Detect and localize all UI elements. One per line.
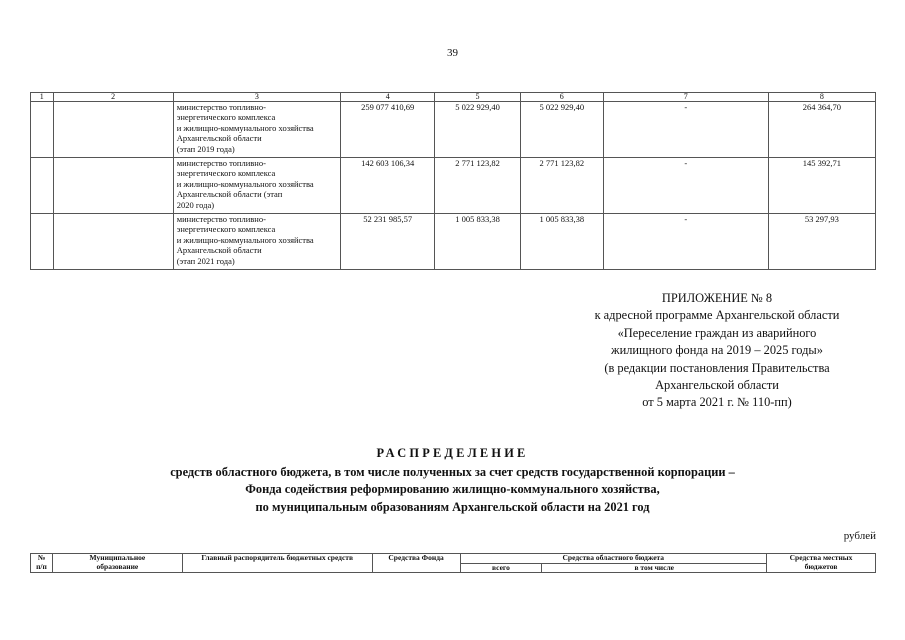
value-cell: - xyxy=(603,102,768,158)
header-regional-total: всего xyxy=(460,563,542,573)
value-cell: 259 077 410,69 xyxy=(341,102,435,158)
header-municipality: Муниципальное образование xyxy=(52,554,182,573)
recipient-line: энергетического комплекса xyxy=(176,112,276,123)
column-number: 2 xyxy=(53,93,173,102)
municipality-cell xyxy=(53,214,173,270)
recipient-line: Архангельской области xyxy=(176,245,262,256)
column-number: 3 xyxy=(173,93,340,102)
recipient-line: энергетического комплекса xyxy=(176,168,276,179)
continued-table xyxy=(30,92,876,270)
recipient-line: министерство топливно- xyxy=(176,102,266,112)
appendix-line: жилищного фонда на 2019 – 2025 годы» xyxy=(611,343,823,358)
recipient-line: энергетического комплекса xyxy=(176,224,276,235)
recipient-line: Архангельской области (этап xyxy=(176,189,283,200)
value-cell: 5 022 929,40 xyxy=(520,102,603,158)
page-number: 39 xyxy=(447,47,458,59)
appendix-line: ПРИЛОЖЕНИЕ № 8 xyxy=(661,291,773,305)
column-number: 4 xyxy=(341,93,435,102)
header-regional-budget: Средства областного бюджета xyxy=(460,554,767,564)
column-number-row xyxy=(31,93,876,102)
municipality-cell xyxy=(53,158,173,214)
subtitle-line: средств областного бюджета, в том числе полученных за счет средств государственной корпорации – xyxy=(170,465,735,479)
value-cell: - xyxy=(603,214,768,270)
appendix-line: (в редакции постановления Правительства xyxy=(604,360,830,375)
value-cell: 5 022 929,40 xyxy=(435,102,520,158)
value-cell: 145 392,71 xyxy=(768,158,875,214)
recipient-line: и жилищно-коммунального хозяйства xyxy=(176,234,314,245)
recipient-line: (этап 2019 года) xyxy=(176,143,235,154)
header-local-budgets: Средства местных бюджетов xyxy=(767,554,876,573)
recipient-line: 2020 года) xyxy=(176,199,215,210)
value-cell: 53 297,93 xyxy=(768,214,875,270)
row-number-cell xyxy=(31,158,54,214)
recipient-line: и жилищно-коммунального хозяйства xyxy=(176,178,314,189)
column-number: 1 xyxy=(31,93,54,102)
value-cell: 2 771 123,82 xyxy=(520,158,603,214)
column-number: 6 xyxy=(520,93,603,102)
row-number-cell xyxy=(31,214,54,270)
value-cell: - xyxy=(603,158,768,214)
value-cell: 264 364,70 xyxy=(768,102,875,158)
recipient-line: министерство топливно- xyxy=(176,214,266,224)
row-number-cell xyxy=(31,102,54,158)
subtitle-line: Фонда содействия реформированию жилищно-коммунального хозяйства, xyxy=(245,482,660,497)
appendix-line: «Переселение граждан из аварийного xyxy=(617,325,817,340)
value-cell: 52 231 985,57 xyxy=(341,214,435,270)
table-row xyxy=(31,158,876,214)
appendix-line: от 5 марта 2021 г. № 110-пп) xyxy=(642,395,792,410)
table-row xyxy=(31,102,876,158)
recipient-cell xyxy=(173,158,340,214)
recipient-line: (этап 2021 года) xyxy=(176,255,235,266)
document-title: РАСПРЕДЕЛЕНИЕ xyxy=(376,446,529,460)
column-number: 7 xyxy=(603,93,768,102)
header-fund-means: Средства Фонда xyxy=(372,554,460,573)
recipient-cell xyxy=(173,102,340,158)
recipient-line: министерство топливно- xyxy=(176,158,266,168)
table-row xyxy=(31,214,876,270)
appendix-header xyxy=(557,290,877,412)
appendix-line: Архангельской области xyxy=(655,378,779,393)
value-cell: 142 603 106,34 xyxy=(341,158,435,214)
appendix-line: к адресной программе Архангельской области xyxy=(594,308,840,323)
subtitle-line: по муниципальным образованиям Архангельской области на 2021 год xyxy=(255,499,650,514)
header-budget-manager: Главный распорядитель бюджетных средств xyxy=(182,554,372,573)
column-number: 5 xyxy=(435,93,520,102)
distribution-table-header xyxy=(30,553,876,573)
currency-unit: рублей xyxy=(843,530,876,542)
column-number: 8 xyxy=(768,93,875,102)
municipality-cell xyxy=(53,102,173,158)
value-cell: 1 005 833,38 xyxy=(520,214,603,270)
header-number: № п/п xyxy=(31,554,53,573)
recipient-cell xyxy=(173,214,340,270)
value-cell: 1 005 833,38 xyxy=(435,214,520,270)
value-cell: 2 771 123,82 xyxy=(435,158,520,214)
recipient-line: и жилищно-коммунального хозяйства xyxy=(176,122,314,133)
document-subtitle xyxy=(0,464,905,516)
header-regional-including: в том числе xyxy=(542,563,767,573)
header-row xyxy=(31,554,876,564)
recipient-line: Архангельской области xyxy=(176,133,262,144)
